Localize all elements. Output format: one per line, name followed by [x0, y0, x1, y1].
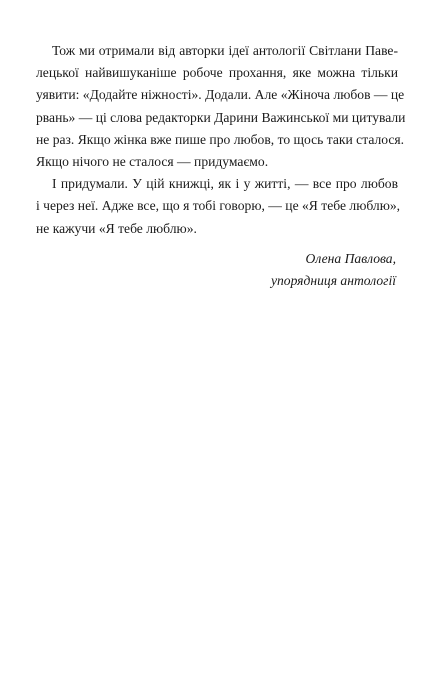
signature-name: Олена Павлова,: [305, 251, 396, 266]
paragraph-1: [36, 40, 406, 173]
text-line: не кажучи «Я тебе люблю».: [36, 220, 197, 236]
signature-role: упорядниця антології: [270, 273, 396, 289]
text-line: Якщо нічого не сталося — придумаємо.: [36, 153, 269, 169]
text-line: не раз. Якщо жінка вже пише про любов, то щось таки сталося.: [36, 131, 405, 147]
signature: [271, 248, 396, 292]
text-line: уявити: «Додайте ніжності». Додали. Але «Жіноча любов — це: [36, 87, 405, 103]
text-line: Тож ми отримали від авторки ідеї антології Світлани Паве-: [52, 43, 398, 58]
text-line: лецької найвишуканіше робоче прохання, яке можна тільки: [36, 65, 398, 81]
text-line: і через неї. Адже все, що я тобі говорю, — це «Я тебе люблю»,: [36, 198, 401, 214]
text-line: І придумали. У цій книжці, як і у житті, — все про любов: [52, 176, 398, 192]
paragraph-2: [36, 173, 401, 240]
body-text: [36, 40, 406, 240]
text-line: рвань» — ці слова редакторки Дарини Важинської ми цитували: [36, 109, 406, 125]
